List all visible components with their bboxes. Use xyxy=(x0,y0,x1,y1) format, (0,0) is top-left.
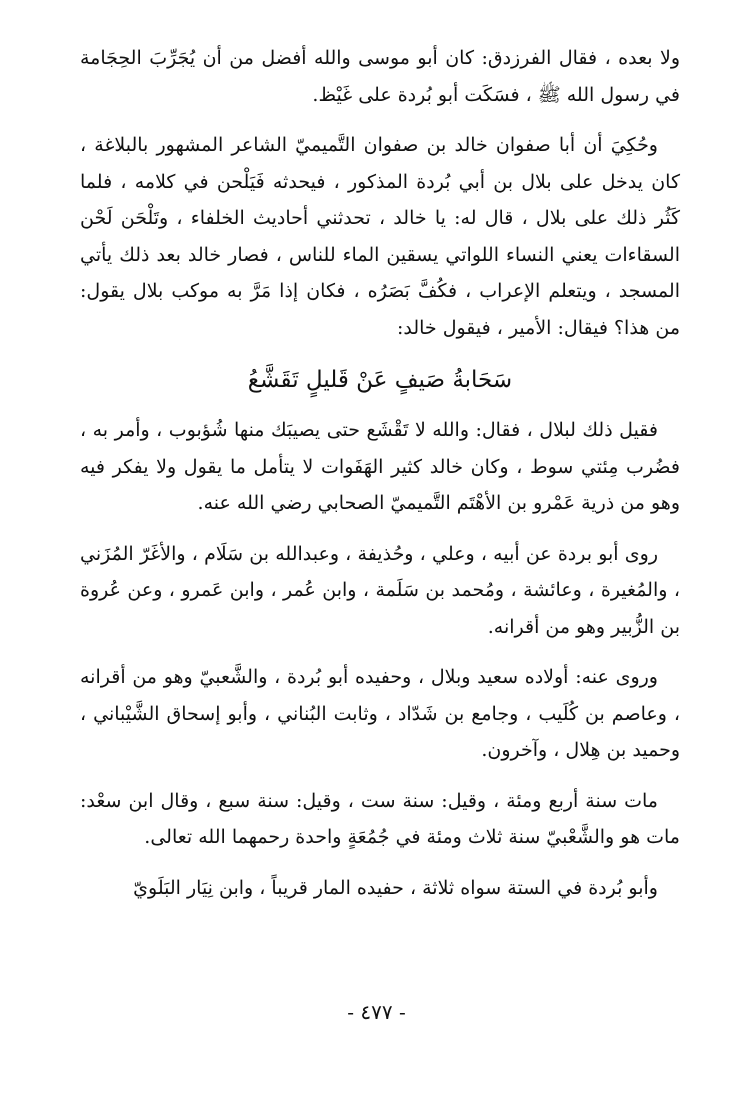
paragraph-bilal-response: فقيل ذلك لبلال ، فقال: والله لا تَقْشَع حتى يصيبَك منها شُؤبوب ، وأمر به ، فضُرب مِئتي سوط ، وكان خالد كثير الهَفَوات لا يتأمل ما يقول ولا يفكر فيه وهو من ذرية عَمْرو بن الأهْتَم التَّميميّ الصحابي رضي الله عنه. xyxy=(80,419,680,514)
verse-line: سَحَابةُ صَيفٍ عَنْ قَليلٍ تَقَشَّعُ xyxy=(247,367,513,393)
paragraph-narrated-by: وروى عنه: أولاده سعيد وبلال ، وحفيده أبو بُردة ، والشَّعبيّ وهو من أقرانه ، وعاصم بن كُلَيب ، وجامع بن شَدّاد ، وثابت البُناني ، وأبو إسحاق الشَّيْباني ، وحميد بن هِلال ، وآخرون. xyxy=(80,666,680,761)
paragraph-death: مات سنة أربع ومئة ، وقيل: سنة ست ، وقيل: سنة سبع ، وقال ابن سعْد: مات هو والشَّعْبيّ سنة ثلاث ومئة في جُمُعَةٍ واحدة رحمهما الله تعالى. xyxy=(80,789,680,848)
paragraph-other-abu-burda: وأبو بُردة في الستة سواه ثلاثة ، حفيده المار قريباً ، وابن نِيَار البَلَويّ xyxy=(133,876,658,899)
paragraph-farazdaq: ولا بعده ، فقال الفرزدق: كان أبو موسى والله أفضل من أن يُجَرِّبَ الحِجَامة في رسول الله ﷺ ، فسَكَت أبو بُردة على غَيْظ. xyxy=(80,47,680,106)
paragraph-narrated-from: روى أبو بردة عن أبيه ، وعلي ، وحُذيفة ، وعبدالله بن سَلَام ، والأغَرّ المُزَني ، والمُغيرة ، وعائشة ، ومُحمد بن سَلَمة ، وابن عُمر ، وابن عَمرو ، وعن عُروة بن الزُّبير وهو من أقرانه. xyxy=(80,542,680,638)
paragraph-khalid-story: وحُكِيَ أن أبا صفوان خالد بن صفوان التَّميميّ الشاعر المشهور بالبلاغة ، كان يدخل على بلال بن أبي بُردة المذكور ، فيحدثه فَيَلْحن في كلامه ، فلما كَثُر ذلك على بلال ، قال له: يا خالد ، تحدثني أحاديث الخلفاء ، وتَلْحَن لَحْن السقاءات يعني النساء اللواتي يسقين الماء للناس ، فصار خالد بعد ذلك يأتي المسجد ، ويتعلم الإعراب ، فكُفَّ بَصَرُه ، فكان إذا مَرَّ به موكب بلال يقول: من هذا؟ فيقال: الأمير ، فيقول خالد: xyxy=(80,134,680,339)
document-page xyxy=(80,40,680,920)
page-number: - ٤٧٧ - xyxy=(347,1000,406,1024)
